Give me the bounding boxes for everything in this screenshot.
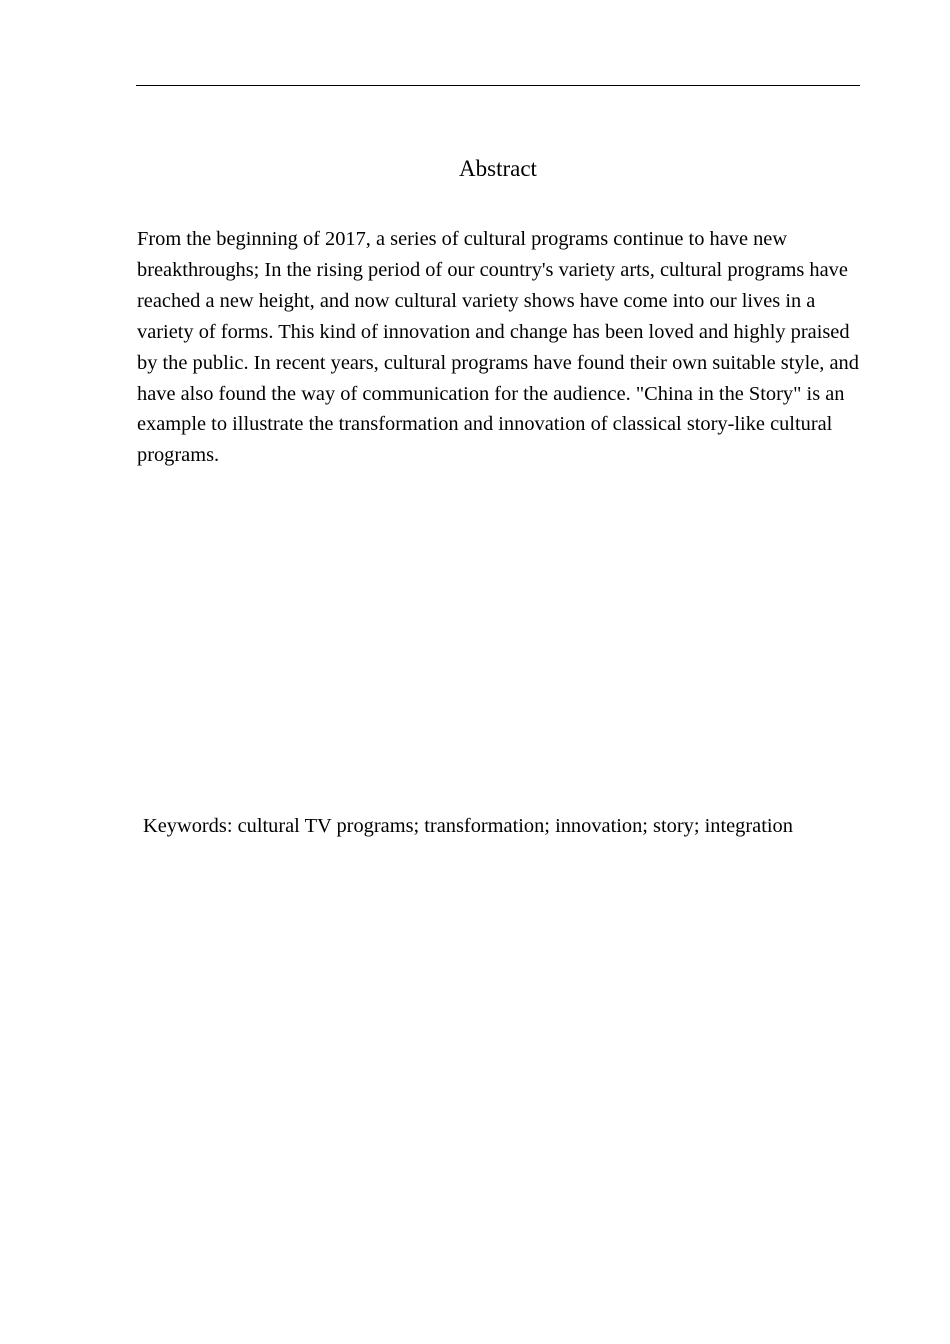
header-rule [136,85,860,86]
abstract-body: From the beginning of 2017, a series of cultural programs continue to have new breakthroughs; In the rising period of our country's variety arts, cultural programs have reached a new height, and now cultural variety shows have come into our lives in a variety of forms. This kind of innovation and change has been loved and highly praised by the public. In recent years, cultural programs have found their own suitable style, and have also found the way of communication for the audience. "China in the Story" is an example to illustrate the transformation and innovation of classical story-like cultural programs. [137,228,859,467]
keywords-line: Keywords: cultural TV programs; transformation; innovation; story; integration [143,815,793,837]
abstract-title: Abstract [459,156,537,181]
